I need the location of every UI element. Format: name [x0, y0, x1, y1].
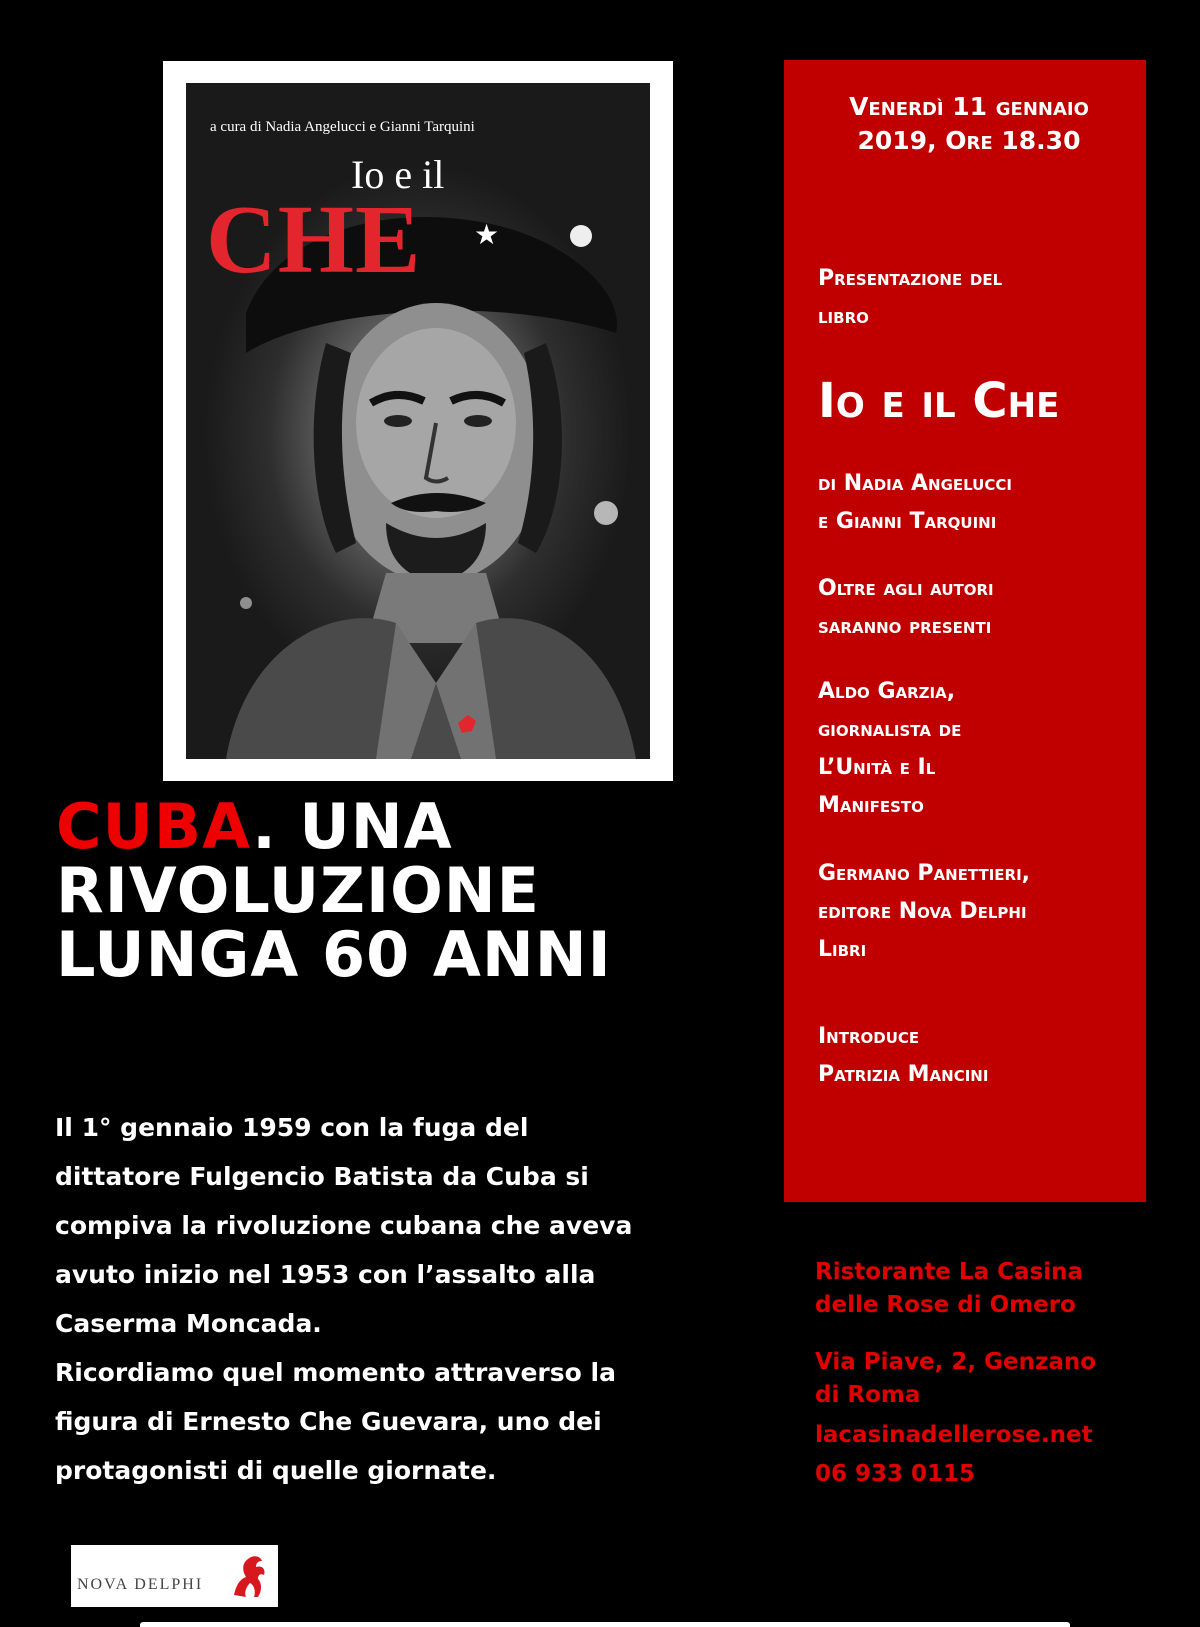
book-title: Io e il Che: [818, 373, 1060, 429]
guest-germano-panettieri: [818, 855, 1138, 969]
guests-intro: [818, 570, 1138, 646]
guests-line: Oltre agli autori: [818, 576, 994, 601]
venue-name: [815, 1256, 1175, 1322]
venue-phone: 06 933 0115: [815, 1461, 976, 1487]
guest-line: Manifesto: [818, 793, 924, 818]
publisher-logo: [71, 1545, 278, 1607]
venue-address-line: Via Piave, 2, Genzano: [815, 1349, 1097, 1375]
event-info-panel: [784, 60, 1146, 1202]
headline-line3: LUNGA 60 ANNI: [56, 918, 612, 991]
cover-pretitle: Io e il: [351, 152, 445, 197]
guest-line: Libri: [818, 937, 867, 962]
body-line: protagonisti di quelle giornate.: [55, 1456, 497, 1485]
event-date: [804, 90, 1134, 158]
guest-line: editore Nova Delphi: [818, 899, 1027, 924]
body-line: compiva la rivoluzione cubana che aveva: [55, 1211, 633, 1240]
presentation-line: Presentazione del: [818, 266, 1003, 291]
headline: [56, 790, 776, 991]
headline-una: . UNA: [252, 790, 453, 863]
authors-line: e Gianni Tarquini: [818, 509, 997, 534]
body-line: Ricordiamo quel momento attraverso la: [55, 1358, 616, 1387]
venue-name-line: Ristorante La Casina: [815, 1259, 1083, 1285]
headline-cuba: CUBA: [56, 790, 253, 863]
publisher-name: NOVA DELPHI: [77, 1576, 204, 1593]
event-date-line: Venerdì 11 gennaio: [849, 92, 1089, 121]
intro-line: Patrizia Mancini: [818, 1062, 989, 1087]
body-line: Il 1° gennaio 1959 con la fuga del: [55, 1113, 529, 1142]
body-line: avuto inizio nel 1953 con l’assalto alla: [55, 1260, 596, 1289]
star-icon: ★: [474, 218, 500, 251]
guest-line: giornalista de: [818, 717, 962, 742]
guest-line: Germano Panettieri,: [818, 861, 1031, 886]
presentation-line: libro: [818, 304, 869, 329]
body-line: Caserma Moncada.: [55, 1309, 322, 1338]
guest-line: Aldo Garzia,: [818, 679, 956, 704]
bottom-divider: [140, 1622, 1070, 1627]
authors: [818, 465, 1138, 541]
guests-line: saranno presenti: [818, 614, 992, 639]
venue-address-line: di Roma: [815, 1382, 921, 1408]
guest-aldo-garzia: [818, 673, 1138, 825]
guest-line: L’Unità e Il: [818, 755, 936, 780]
body-text: [55, 1103, 785, 1495]
authors-line: di Nadia Angelucci: [818, 471, 1012, 496]
body-line: figura di Ernesto Che Guevara, uno dei: [55, 1407, 602, 1436]
presentation-label: [818, 260, 1118, 336]
venue-website[interactable]: lacasinadellerose.net: [815, 1422, 1093, 1448]
book-cover-frame: [163, 61, 673, 781]
cover-editors: a cura di Nadia Angelucci e Gianni Tarquini: [210, 119, 475, 135]
headline-line2: RIVOLUZIONE: [56, 854, 541, 927]
venue-name-line: delle Rose di Omero: [815, 1292, 1076, 1318]
cover-title: CHE: [206, 186, 422, 294]
venue-address: [815, 1346, 1175, 1412]
event-time-line: 2019, Ore 18.30: [857, 126, 1081, 155]
intro-line: Introduce: [818, 1024, 920, 1049]
body-line: dittatore Fulgencio Batista da Cuba si: [55, 1162, 589, 1191]
introducer: [818, 1018, 1138, 1094]
book-cover: [186, 83, 650, 759]
griffin-icon: [228, 1551, 270, 1601]
